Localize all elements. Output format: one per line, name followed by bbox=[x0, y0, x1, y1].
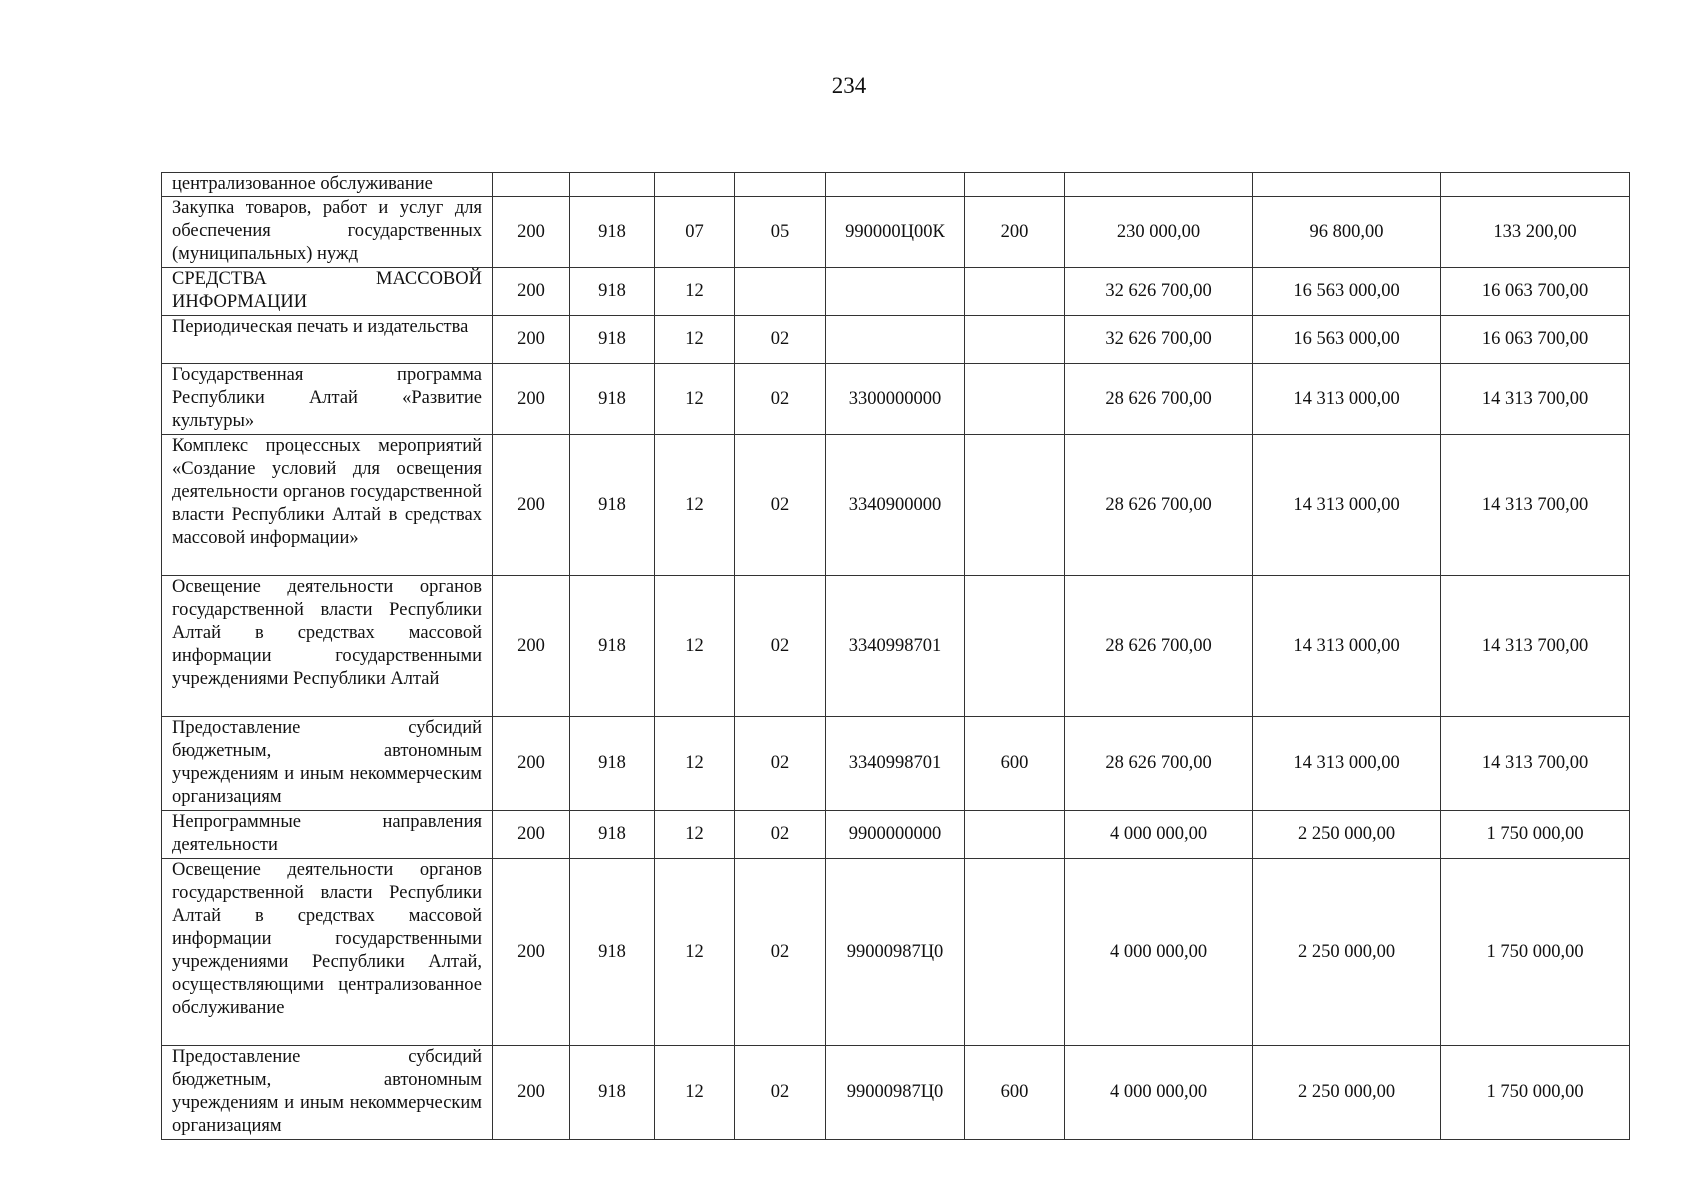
sum-year1-cell: 2 250 000,00 bbox=[1253, 859, 1441, 1046]
row-name-cell: Государственная программа Республики Алтай «Развитие культуры» bbox=[162, 364, 493, 435]
subsection-code-cell: 02 bbox=[735, 316, 826, 364]
ministry-code-cell: 918 bbox=[570, 316, 655, 364]
target-code-cell: 3300000000 bbox=[826, 364, 965, 435]
sum-year2-cell: 16 063 700,00 bbox=[1441, 316, 1630, 364]
section-code-cell: 07 bbox=[655, 197, 735, 268]
admin-code-cell: 200 bbox=[493, 811, 570, 859]
subsection-code-cell: 02 bbox=[735, 1046, 826, 1140]
sum-total-cell: 4 000 000,00 bbox=[1065, 811, 1253, 859]
sum-year2-cell: 133 200,00 bbox=[1441, 197, 1630, 268]
ministry-code-cell: 918 bbox=[570, 435, 655, 576]
row-name-cell: СРЕДСТВА МАССОВОЙ ИНФОРМАЦИИ bbox=[162, 268, 493, 316]
row-name-cell: Предоставление субсидий бюджетным, автономным учреждениям и иным некоммерческим организациям bbox=[162, 717, 493, 811]
sum-total-cell: 28 626 700,00 bbox=[1065, 435, 1253, 576]
expense-type-cell bbox=[965, 268, 1065, 316]
table-row bbox=[162, 173, 1630, 197]
ministry-code-cell: 918 bbox=[570, 268, 655, 316]
ministry-code-cell: 918 bbox=[570, 197, 655, 268]
admin-code-cell: 200 bbox=[493, 316, 570, 364]
expense-type-cell bbox=[965, 173, 1065, 197]
sum-year2-cell: 14 313 700,00 bbox=[1441, 576, 1630, 717]
target-code-cell: 990000Ц00К bbox=[826, 197, 965, 268]
sum-total-cell: 4 000 000,00 bbox=[1065, 1046, 1253, 1140]
sum-total-cell: 230 000,00 bbox=[1065, 197, 1253, 268]
table-row bbox=[162, 811, 1630, 859]
sum-year2-cell: 1 750 000,00 bbox=[1441, 811, 1630, 859]
table-row bbox=[162, 197, 1630, 268]
sum-total-cell: 32 626 700,00 bbox=[1065, 316, 1253, 364]
sum-year1-cell: 2 250 000,00 bbox=[1253, 1046, 1441, 1140]
row-name-cell: Непрограммные направления деятельности bbox=[162, 811, 493, 859]
subsection-code-cell: 02 bbox=[735, 811, 826, 859]
table-row bbox=[162, 268, 1630, 316]
sum-year2-cell: 14 313 700,00 bbox=[1441, 364, 1630, 435]
admin-code-cell: 200 bbox=[493, 859, 570, 1046]
ministry-code-cell: 918 bbox=[570, 576, 655, 717]
ministry-code-cell: 918 bbox=[570, 364, 655, 435]
target-code-cell: 3340998701 bbox=[826, 576, 965, 717]
sum-total-cell: 28 626 700,00 bbox=[1065, 576, 1253, 717]
admin-code-cell: 200 bbox=[493, 435, 570, 576]
target-code-cell bbox=[826, 173, 965, 197]
budget-table bbox=[161, 172, 1630, 1140]
subsection-code-cell: 02 bbox=[735, 859, 826, 1046]
table-row bbox=[162, 435, 1630, 576]
sum-year2-cell: 16 063 700,00 bbox=[1441, 268, 1630, 316]
ministry-code-cell: 918 bbox=[570, 859, 655, 1046]
section-code-cell bbox=[655, 173, 735, 197]
table-row bbox=[162, 316, 1630, 364]
sum-year2-cell: 1 750 000,00 bbox=[1441, 859, 1630, 1046]
expense-type-cell bbox=[965, 811, 1065, 859]
ministry-code-cell: 918 bbox=[570, 811, 655, 859]
sum-year2-cell bbox=[1441, 173, 1630, 197]
sum-total-cell: 28 626 700,00 bbox=[1065, 364, 1253, 435]
admin-code-cell: 200 bbox=[493, 364, 570, 435]
expense-type-cell bbox=[965, 859, 1065, 1046]
row-name-cell: Освещение деятельности органов государственной власти Республики Алтай в средствах массовой информации государственными учреждениями Республики Алтай, осуществляющими централизованное обслуживание bbox=[162, 859, 493, 1046]
expense-type-cell bbox=[965, 364, 1065, 435]
table-row bbox=[162, 859, 1630, 1046]
table-row bbox=[162, 364, 1630, 435]
expense-type-cell: 600 bbox=[965, 1046, 1065, 1140]
subsection-code-cell bbox=[735, 268, 826, 316]
sum-total-cell: 28 626 700,00 bbox=[1065, 717, 1253, 811]
sum-year1-cell: 14 313 000,00 bbox=[1253, 435, 1441, 576]
sum-year1-cell: 14 313 000,00 bbox=[1253, 576, 1441, 717]
section-code-cell: 12 bbox=[655, 435, 735, 576]
table-row bbox=[162, 576, 1630, 717]
expense-type-cell: 200 bbox=[965, 197, 1065, 268]
sum-year1-cell bbox=[1253, 173, 1441, 197]
subsection-code-cell: 02 bbox=[735, 364, 826, 435]
section-code-cell: 12 bbox=[655, 811, 735, 859]
subsection-code-cell bbox=[735, 173, 826, 197]
section-code-cell: 12 bbox=[655, 576, 735, 717]
ministry-code-cell: 918 bbox=[570, 1046, 655, 1140]
ministry-code-cell: 918 bbox=[570, 717, 655, 811]
sum-year2-cell: 1 750 000,00 bbox=[1441, 1046, 1630, 1140]
section-code-cell: 12 bbox=[655, 316, 735, 364]
sum-total-cell bbox=[1065, 173, 1253, 197]
sum-year1-cell: 2 250 000,00 bbox=[1253, 811, 1441, 859]
row-name-cell: Предоставление субсидий бюджетным, автономным учреждениям и иным некоммерческим организациям bbox=[162, 1046, 493, 1140]
expense-type-cell bbox=[965, 435, 1065, 576]
section-code-cell: 12 bbox=[655, 1046, 735, 1140]
admin-code-cell: 200 bbox=[493, 1046, 570, 1140]
sum-total-cell: 32 626 700,00 bbox=[1065, 268, 1253, 316]
target-code-cell: 9900000000 bbox=[826, 811, 965, 859]
admin-code-cell: 200 bbox=[493, 717, 570, 811]
sum-year1-cell: 14 313 000,00 bbox=[1253, 364, 1441, 435]
row-name-cell: Закупка товаров, работ и услуг для обеспечения государственных (муниципальных) нужд bbox=[162, 197, 493, 268]
row-name-cell: Комплекс процессных мероприятий «Создание условий для освещения деятельности органов государственной власти Республики Алтай в средствах массовой информации» bbox=[162, 435, 493, 576]
row-name-cell: централизованное обслуживание bbox=[162, 173, 493, 197]
sum-year1-cell: 16 563 000,00 bbox=[1253, 316, 1441, 364]
target-code-cell bbox=[826, 316, 965, 364]
sum-year1-cell: 96 800,00 bbox=[1253, 197, 1441, 268]
subsection-code-cell: 02 bbox=[735, 717, 826, 811]
sum-total-cell: 4 000 000,00 bbox=[1065, 859, 1253, 1046]
table-row bbox=[162, 717, 1630, 811]
section-code-cell: 12 bbox=[655, 364, 735, 435]
row-name-cell: Периодическая печать и издательства bbox=[162, 316, 493, 364]
admin-code-cell bbox=[493, 173, 570, 197]
row-name-cell: Освещение деятельности органов государственной власти Республики Алтай в средствах массовой информации государственными учреждениями Республики Алтай bbox=[162, 576, 493, 717]
table-body bbox=[162, 173, 1630, 1140]
section-code-cell: 12 bbox=[655, 717, 735, 811]
subsection-code-cell: 05 bbox=[735, 197, 826, 268]
target-code-cell: 3340998701 bbox=[826, 717, 965, 811]
subsection-code-cell: 02 bbox=[735, 576, 826, 717]
table-row bbox=[162, 1046, 1630, 1140]
admin-code-cell: 200 bbox=[493, 197, 570, 268]
expense-type-cell bbox=[965, 576, 1065, 717]
admin-code-cell: 200 bbox=[493, 576, 570, 717]
section-code-cell: 12 bbox=[655, 268, 735, 316]
admin-code-cell: 200 bbox=[493, 268, 570, 316]
target-code-cell: 99000987Ц0 bbox=[826, 859, 965, 1046]
target-code-cell: 3340900000 bbox=[826, 435, 965, 576]
section-code-cell: 12 bbox=[655, 859, 735, 1046]
subsection-code-cell: 02 bbox=[735, 435, 826, 576]
sum-year1-cell: 16 563 000,00 bbox=[1253, 268, 1441, 316]
sum-year2-cell: 14 313 700,00 bbox=[1441, 435, 1630, 576]
sum-year2-cell: 14 313 700,00 bbox=[1441, 717, 1630, 811]
expense-type-cell: 600 bbox=[965, 717, 1065, 811]
expense-type-cell bbox=[965, 316, 1065, 364]
ministry-code-cell bbox=[570, 173, 655, 197]
page-number: 234 bbox=[831, 73, 867, 98]
sum-year1-cell: 14 313 000,00 bbox=[1253, 717, 1441, 811]
target-code-cell: 99000987Ц0 bbox=[826, 1046, 965, 1140]
target-code-cell bbox=[826, 268, 965, 316]
